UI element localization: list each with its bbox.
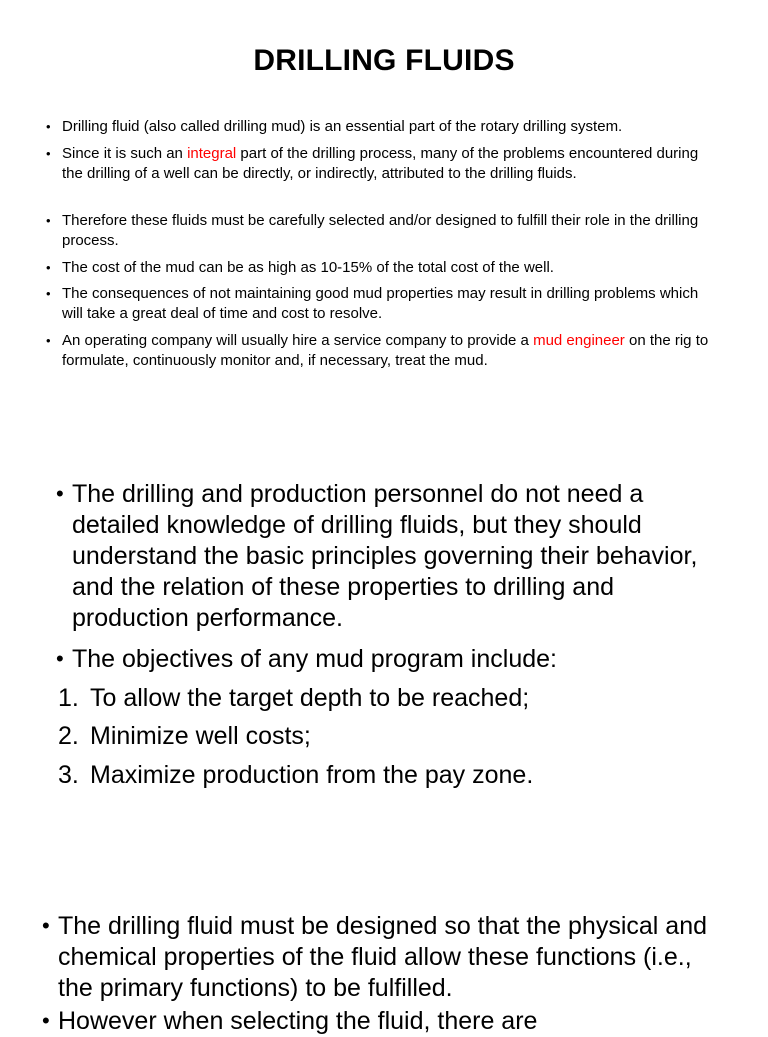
bullet-text-post: part of the drilling process, many of the problems encountered during the drilling of a well can be directly, or indirectly, attributed to the drilling fluids. [62,145,699,182]
bullet-text: However when selecting the fluid, there are [58,1007,538,1035]
slide-title: DRILLING FLUIDS [253,44,515,77]
bullet-glyph: • [46,119,51,134]
list-item [56,644,712,675]
bullet-glyph: • [46,213,51,228]
list-item [46,117,722,137]
bullet-text: The drilling and production personnel do not need a detailed knowledge of drilling fluids, but they should understand the basic principles governing their behavior, and the relation of these properties to drilling and production performance. [72,480,698,632]
numbered-item [58,760,710,791]
bullet-text-pre: An operating company will usually hire a service company to provide a [62,332,534,349]
list-item [42,1006,718,1037]
bullet-glyph: • [46,146,51,161]
bullet-glyph: • [46,260,51,275]
list-item [42,911,718,1004]
bullet-text: Drilling fluid (also called drilling mud) is an essential part of the rotary drilling system. [62,118,623,135]
item-number: 3. [58,761,79,789]
bullet-glyph: • [56,646,64,671]
item-text: To allow the target depth to be reached; [90,684,530,712]
bullet-text-post: on the rig to formulate, continuously monitor and, if necessary, treat the mud. [62,332,709,369]
bullet-text: Therefore these fluids must be carefully selected and/or designed to fulfill their role in the drilling process. [62,212,699,249]
list-item [46,284,722,324]
item-number: 2. [58,722,79,750]
bullet-glyph: • [46,333,51,348]
bullet-text-pre: Since it is such an [62,145,188,162]
highlight-integral: integral [187,145,237,162]
list-item [46,331,722,371]
bullet-text: The cost of the mud can be as high as 10-15% of the total cost of the well. [62,259,554,276]
list-item [46,211,722,251]
bullet-glyph: • [56,481,64,506]
bullet-text: The consequences of not maintaining good mud properties may result in drilling problems which will take a great deal of time and cost to resolve. [62,285,699,322]
bullet-glyph: • [42,913,50,938]
list-item [56,479,712,634]
item-text: Minimize well costs; [90,722,311,750]
numbered-item [58,683,710,714]
list-item [46,258,722,278]
bullet-glyph: • [42,1008,50,1033]
item-number: 1. [58,684,79,712]
highlight-mud-engineer: mud engineer [533,332,625,349]
list-item [46,144,722,184]
bullet-text: The drilling fluid must be designed so that the physical and chemical properties of the fluid allow these functions (i.e., the primary functions) to be fulfilled. [58,912,707,1002]
bullet-text: The objectives of any mud program include: [72,645,557,673]
numbered-item [58,721,710,752]
item-text: Maximize production from the pay zone. [90,761,534,789]
bullet-glyph: • [46,286,51,301]
